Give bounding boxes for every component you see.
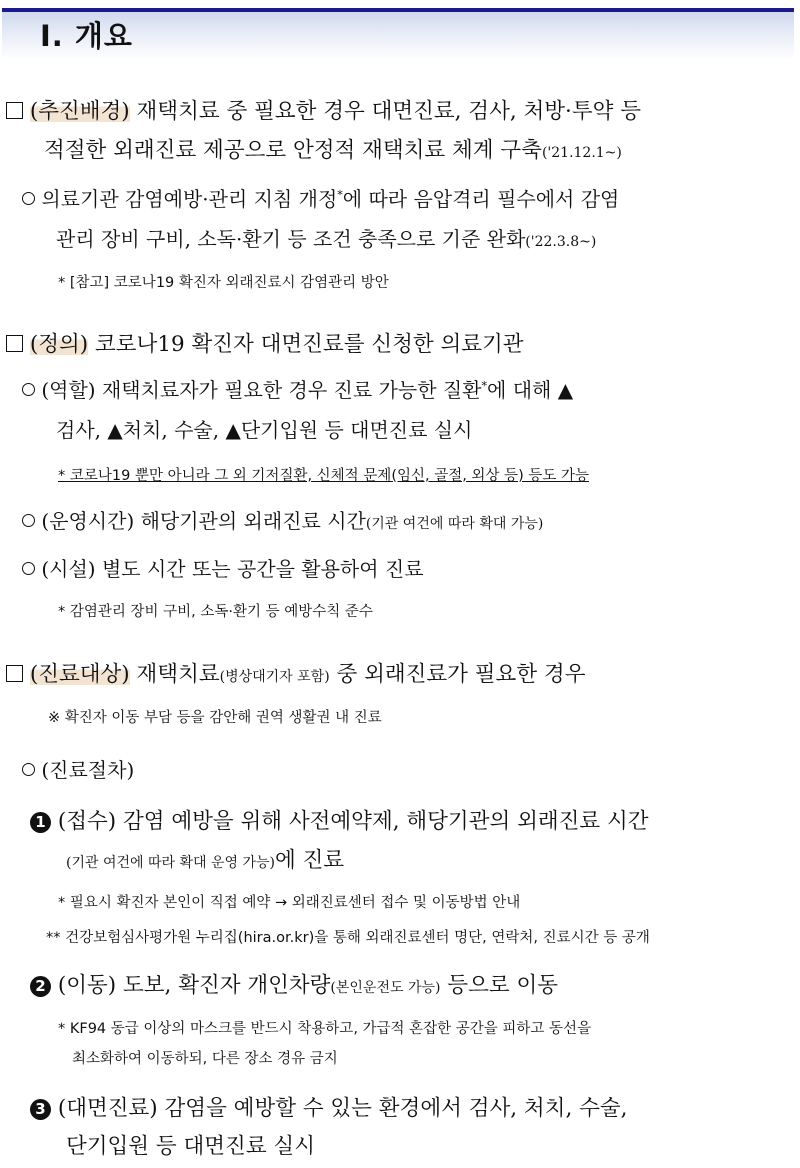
background-note: * [참고] 코로나19 확진자 외래진료시 감염관리 방안 (58, 275, 389, 291)
step-1-line-2: (기관 여건에 따라 확대 운영 가능)에 진료 (66, 848, 345, 873)
background-line-2: 적절한 외래진료 제공으로 안정적 재택치료 체계 구축('21.12.1~) (44, 138, 622, 163)
background-sub-line-2: 관리 장비 구비, 소독·환기 등 조건 충족으로 기준 완화('22.3.8~) (56, 227, 597, 251)
step-2-note-2: 최소화하여 이동하되, 다른 장소 경유 금지 (72, 1051, 338, 1067)
checkbox-square-icon (6, 102, 23, 119)
procedure-title-line: (진료절차) (22, 754, 134, 783)
step-2-note-1: * KF94 동급 이상의 마스크를 반드시 착용하고, 가급적 혼잡한 공간을 피하고 동선을 (58, 1021, 592, 1037)
background-sub-line-1: 의료기관 감염예방·관리 지침 개정*에 따라 음압격리 필수에서 감염 (22, 183, 619, 212)
step-1-number-badge: 1 (30, 812, 51, 833)
circle-bullet-icon (22, 192, 35, 205)
checkbox-square-icon (6, 335, 23, 352)
hours-line: (운영시간) 해당기관의 외래진료 시간(기관 여건에 따라 확대 가능) (22, 505, 543, 534)
role-line-1: (역할) 재택치료자가 필요한 경우 진료 가능한 질환*에 대해 ▲ (22, 374, 573, 403)
definition-line: (정의) 코로나19 확진자 대면진료를 신청한 의료기관 (6, 327, 524, 358)
step-2-line: 2 (이동) 도보, 확진자 개인차량(본인운전도 가능) 등으로 이동 (30, 968, 558, 999)
step-3-number-badge: 3 (30, 1099, 51, 1120)
circle-bullet-icon (22, 763, 35, 776)
circle-bullet-icon (22, 383, 35, 396)
background-label: (추진배경) (29, 99, 130, 124)
facility-line: (시설) 별도 시간 또는 공간을 활용하여 진료 (22, 553, 424, 582)
target-line: (진료대상) 재택치료(병상대기자 포함) 중 외래진료가 필요한 경우 (6, 657, 585, 688)
step-2-number-badge: 2 (30, 976, 51, 997)
role-line-2: 검사, ▲처치, 수술, ▲단기입원 등 대면진료 실시 (56, 418, 473, 442)
circle-bullet-icon (22, 562, 35, 575)
role-note: * 코로나19 뿐만 아니라 그 외 기저질환, 신체적 문제(임신, 골절, 외상 등) 등도 가능 (58, 468, 589, 484)
step-1-note-1: * 필요시 확진자 본인이 직접 예약 → 외래진료센터 접수 및 이동방법 안내 (58, 895, 521, 911)
step-3-line-1: 3 (대면진료) 감염을 예방할 수 있는 환경에서 검사, 처치, 수술, (30, 1091, 628, 1122)
target-label: (진료대상) (29, 662, 130, 687)
circle-bullet-icon (22, 514, 35, 527)
section-title: Ⅰ. 개요 (40, 19, 133, 53)
checkbox-square-icon (6, 665, 23, 682)
background-line-1: (추진배경) 재택치료 중 필요한 경우 대면진료, 검사, 처방·투약 등 (6, 94, 641, 125)
definition-label: (정의) (29, 332, 89, 357)
facility-note: * 감염관리 장비 구비, 소독·환기 등 예방수칙 준수 (58, 604, 373, 620)
step-1-note-2: ** 건강보험심사평가원 누리집(hira.or.kr)을 통해 외래진료센터 명단, 연락처, 진료시간 등 공개 (46, 930, 650, 946)
step-3-line-2: 단기입원 등 대면진료 실시 (66, 1134, 315, 1159)
section-header (2, 8, 794, 60)
step-1-line-1: 1 (접수) 감염 예방을 위해 사전예약제, 해당기관의 외래진료 시간 (30, 804, 649, 835)
target-note: ※ 확진자 이동 부담 등을 감안해 권역 생활권 내 진료 (48, 710, 382, 726)
